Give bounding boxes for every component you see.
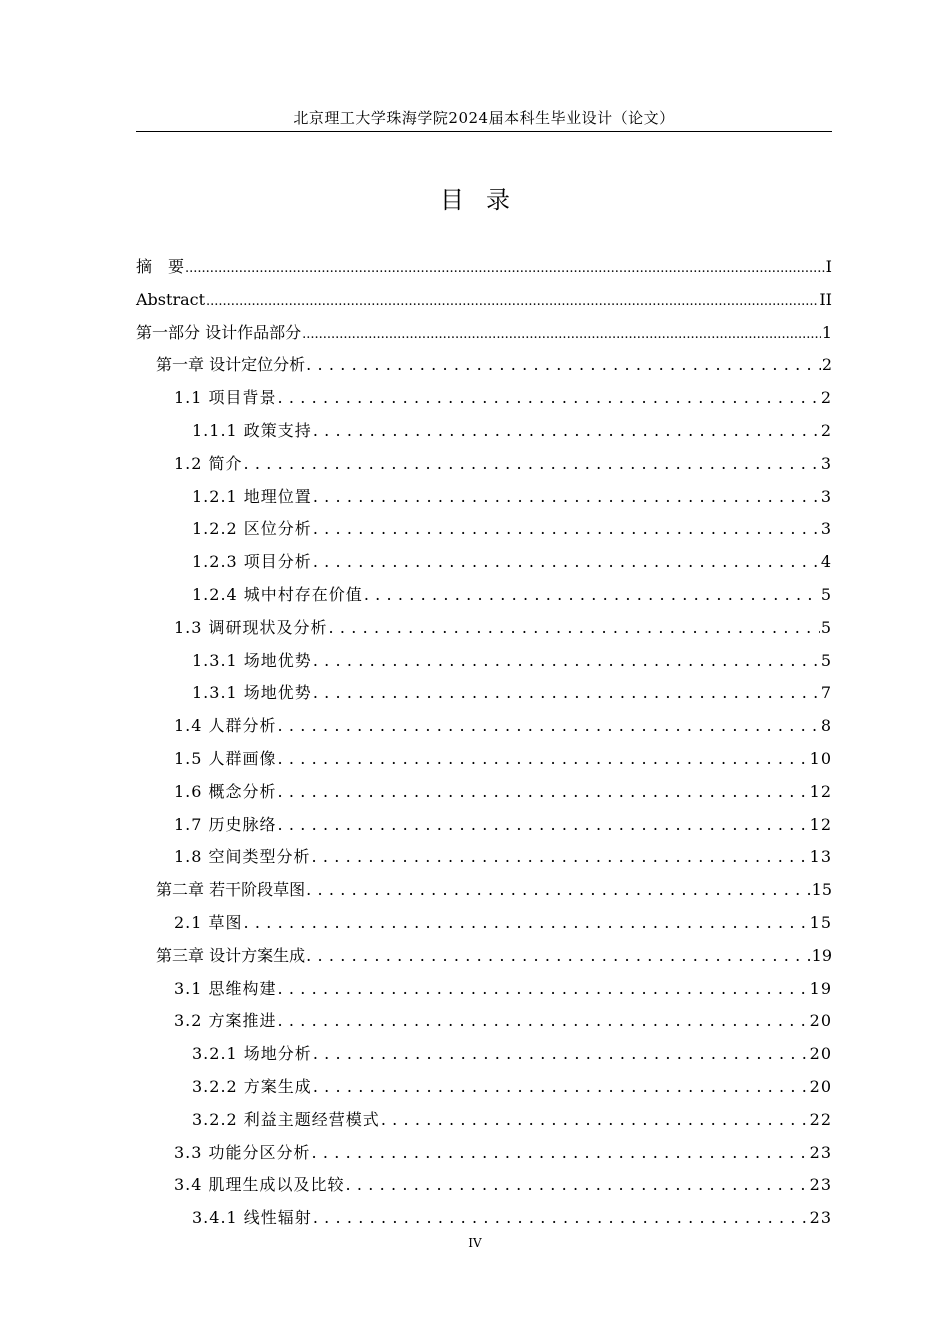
toc-entry-page: 22 (809, 1109, 832, 1129)
toc-leader (302, 319, 821, 349)
toc-entry-label: 3.2 方案推进 (174, 1011, 277, 1031)
toc-leader (306, 876, 811, 904)
toc-entry-3-2-2[interactable] (136, 1073, 832, 1106)
toc-leader (185, 253, 825, 283)
toc-leader (313, 483, 820, 511)
toc-entry-page: 15 (809, 912, 832, 932)
toc-entry-label: 1.1 项目背景 (174, 388, 277, 408)
toc-entry-label: 1.3.1 场地优势 (192, 683, 312, 703)
toc-entry-page: 12 (809, 781, 832, 801)
toc-entry-1-2[interactable] (136, 450, 832, 483)
toc-entry-3-3[interactable] (136, 1139, 832, 1172)
toc-entry-label: 1.5 人群画像 (174, 748, 277, 768)
toc-entry-label: 1.8 空间类型分析 (174, 847, 311, 867)
toc-leader (278, 1007, 809, 1035)
toc-entry-page: 3 (820, 519, 832, 539)
toc-leader (278, 811, 809, 839)
toc-entry-label: 第一部分 设计作品部分 (136, 322, 302, 342)
toc-entry-label: 第一章 设计定位分析 (156, 355, 306, 375)
toc-entry-1-5[interactable] (136, 745, 832, 778)
toc-leader (329, 614, 820, 642)
toc-entry-2-1[interactable] (136, 909, 832, 942)
toc-entry-1-3-1-b[interactable] (136, 679, 832, 712)
toc-entry-label: 1.4 人群分析 (174, 716, 277, 736)
toc-entry-label: 3.1 思维构建 (174, 978, 277, 998)
toc-entry-1-1[interactable] (136, 384, 832, 417)
toc-leader (278, 712, 820, 740)
toc-entry-3-4[interactable] (136, 1171, 832, 1204)
toc-leader (313, 679, 820, 707)
toc-entry-page: 20 (809, 1011, 832, 1031)
toc-entry-page: 23 (809, 1175, 832, 1195)
toc-entry-page: II (819, 289, 832, 309)
toc-leader (346, 1171, 809, 1199)
toc-entry-label: 1.2 简介 (174, 453, 243, 473)
toc-entry-page: 3 (820, 453, 832, 473)
toc-entry-abstract-cn[interactable] (136, 253, 832, 286)
toc-entry-page: 23 (809, 1142, 832, 1162)
toc-entry-label: 3.4.1 线性辐射 (192, 1208, 312, 1228)
toc-entry-chapter-3[interactable] (136, 942, 832, 975)
toc-entry-page: 13 (809, 847, 832, 867)
toc-entry-part-1[interactable] (136, 319, 832, 352)
page-header: 北京理工大学珠海学院2024届本科生毕业设计（论文） (136, 107, 832, 132)
toc-entry-page: 2 (821, 355, 832, 375)
toc-entry-label: 1.7 历史脉络 (174, 814, 277, 834)
toc-entry-label: 1.2.2 区位分析 (192, 519, 312, 539)
toc-entry-page: 2 (820, 388, 832, 408)
toc-entry-page: 19 (811, 945, 832, 965)
toc-leader (244, 450, 820, 478)
toc-leader (244, 909, 809, 937)
toc-entry-label: 第三章 设计方案生成 (156, 945, 306, 965)
toc-entry-label: 摘 要 (136, 257, 185, 276)
toc-entry-page: 3 (820, 486, 832, 506)
toc-entry-label: 3.4 肌理生成以及比较 (174, 1175, 345, 1195)
toc-entry-1-2-1[interactable] (136, 483, 832, 516)
toc-leader (313, 1204, 809, 1232)
toc-entry-page: 5 (820, 617, 832, 637)
toc-entry-1-7[interactable] (136, 811, 832, 844)
toc-leader (278, 778, 809, 806)
toc-leader (312, 1139, 809, 1167)
toc-entry-1-6[interactable] (136, 778, 832, 811)
toc-entry-label: 1.6 概念分析 (174, 781, 277, 801)
toc-leader (313, 417, 820, 445)
toc-leader (313, 1073, 809, 1101)
toc-entry-label: 3.2.2 利益主题经营模式 (192, 1109, 380, 1129)
toc-entry-1-2-3[interactable] (136, 548, 832, 581)
toc-entry-page: 12 (809, 814, 832, 834)
toc-entry-page: 23 (809, 1208, 832, 1228)
toc-entry-1-2-2[interactable] (136, 515, 832, 548)
toc-entry-label: 1.2.1 地理位置 (192, 486, 312, 506)
table-of-contents (136, 253, 832, 1237)
toc-entry-3-2[interactable] (136, 1007, 832, 1040)
toc-entry-page: 19 (809, 978, 832, 998)
toc-leader (306, 942, 811, 970)
toc-leader (381, 1106, 809, 1134)
toc-entry-1-3-1[interactable] (136, 647, 832, 680)
toc-entry-page: 20 (809, 1076, 832, 1096)
toc-entry-page: 8 (820, 716, 832, 736)
toc-entry-3-1[interactable] (136, 975, 832, 1008)
toc-leader (278, 975, 809, 1003)
toc-entry-page: 1 (821, 322, 832, 342)
toc-entry-3-2-2-b[interactable] (136, 1106, 832, 1139)
toc-leader (278, 745, 809, 773)
toc-entry-label: 1.1.1 政策支持 (192, 420, 312, 440)
toc-entry-page: 10 (809, 748, 832, 768)
toc-entry-chapter-1[interactable] (136, 351, 832, 384)
toc-entry-label: 1.3 调研现状及分析 (174, 617, 328, 637)
toc-entry-label: 3.2.2 方案生成 (192, 1076, 312, 1096)
toc-entry-label: Abstract (136, 289, 206, 309)
page-number: IV (468, 1236, 482, 1250)
toc-entry-label: 2.1 草图 (174, 912, 243, 932)
toc-entry-label: 3.2.1 场地分析 (192, 1044, 312, 1064)
toc-entry-label: 1.3.1 场地优势 (192, 650, 312, 670)
toc-leader (313, 647, 820, 675)
toc-entry-1-4[interactable] (136, 712, 832, 745)
toc-entry-page: 7 (820, 683, 832, 703)
toc-entry-page: 2 (820, 420, 832, 440)
toc-entry-label: 3.3 功能分区分析 (174, 1142, 311, 1162)
toc-entry-abstract-en[interactable] (136, 286, 832, 319)
toc-leader (313, 515, 820, 543)
toc-entry-page: 4 (820, 552, 832, 572)
toc-entry-1-1-1[interactable] (136, 417, 832, 450)
toc-leader (313, 548, 820, 576)
toc-entry-1-3[interactable] (136, 614, 832, 647)
toc-entry-1-2-4[interactable] (136, 581, 832, 614)
page-title: 目录 (440, 186, 532, 214)
toc-leader (306, 351, 821, 379)
toc-entry-page: 20 (809, 1044, 832, 1064)
toc-leader (312, 843, 809, 871)
toc-leader (364, 581, 820, 609)
toc-leader (313, 1040, 809, 1068)
toc-entry-3-4-1[interactable] (136, 1204, 832, 1237)
toc-leader (206, 286, 818, 316)
toc-entry-page: 5 (820, 650, 832, 670)
toc-entry-label: 1.2.3 项目分析 (192, 552, 312, 572)
toc-entry-3-2-1[interactable] (136, 1040, 832, 1073)
toc-entry-1-8[interactable] (136, 843, 832, 876)
toc-entry-chapter-2[interactable] (136, 876, 832, 909)
toc-entry-label: 1.2.4 城中村存在价值 (192, 584, 363, 604)
toc-entry-page: I (825, 257, 832, 276)
toc-entry-page: 15 (811, 880, 832, 900)
toc-leader (278, 384, 820, 412)
toc-entry-label: 第二章 若干阶段草图 (156, 880, 306, 900)
toc-entry-page: 5 (820, 584, 832, 604)
